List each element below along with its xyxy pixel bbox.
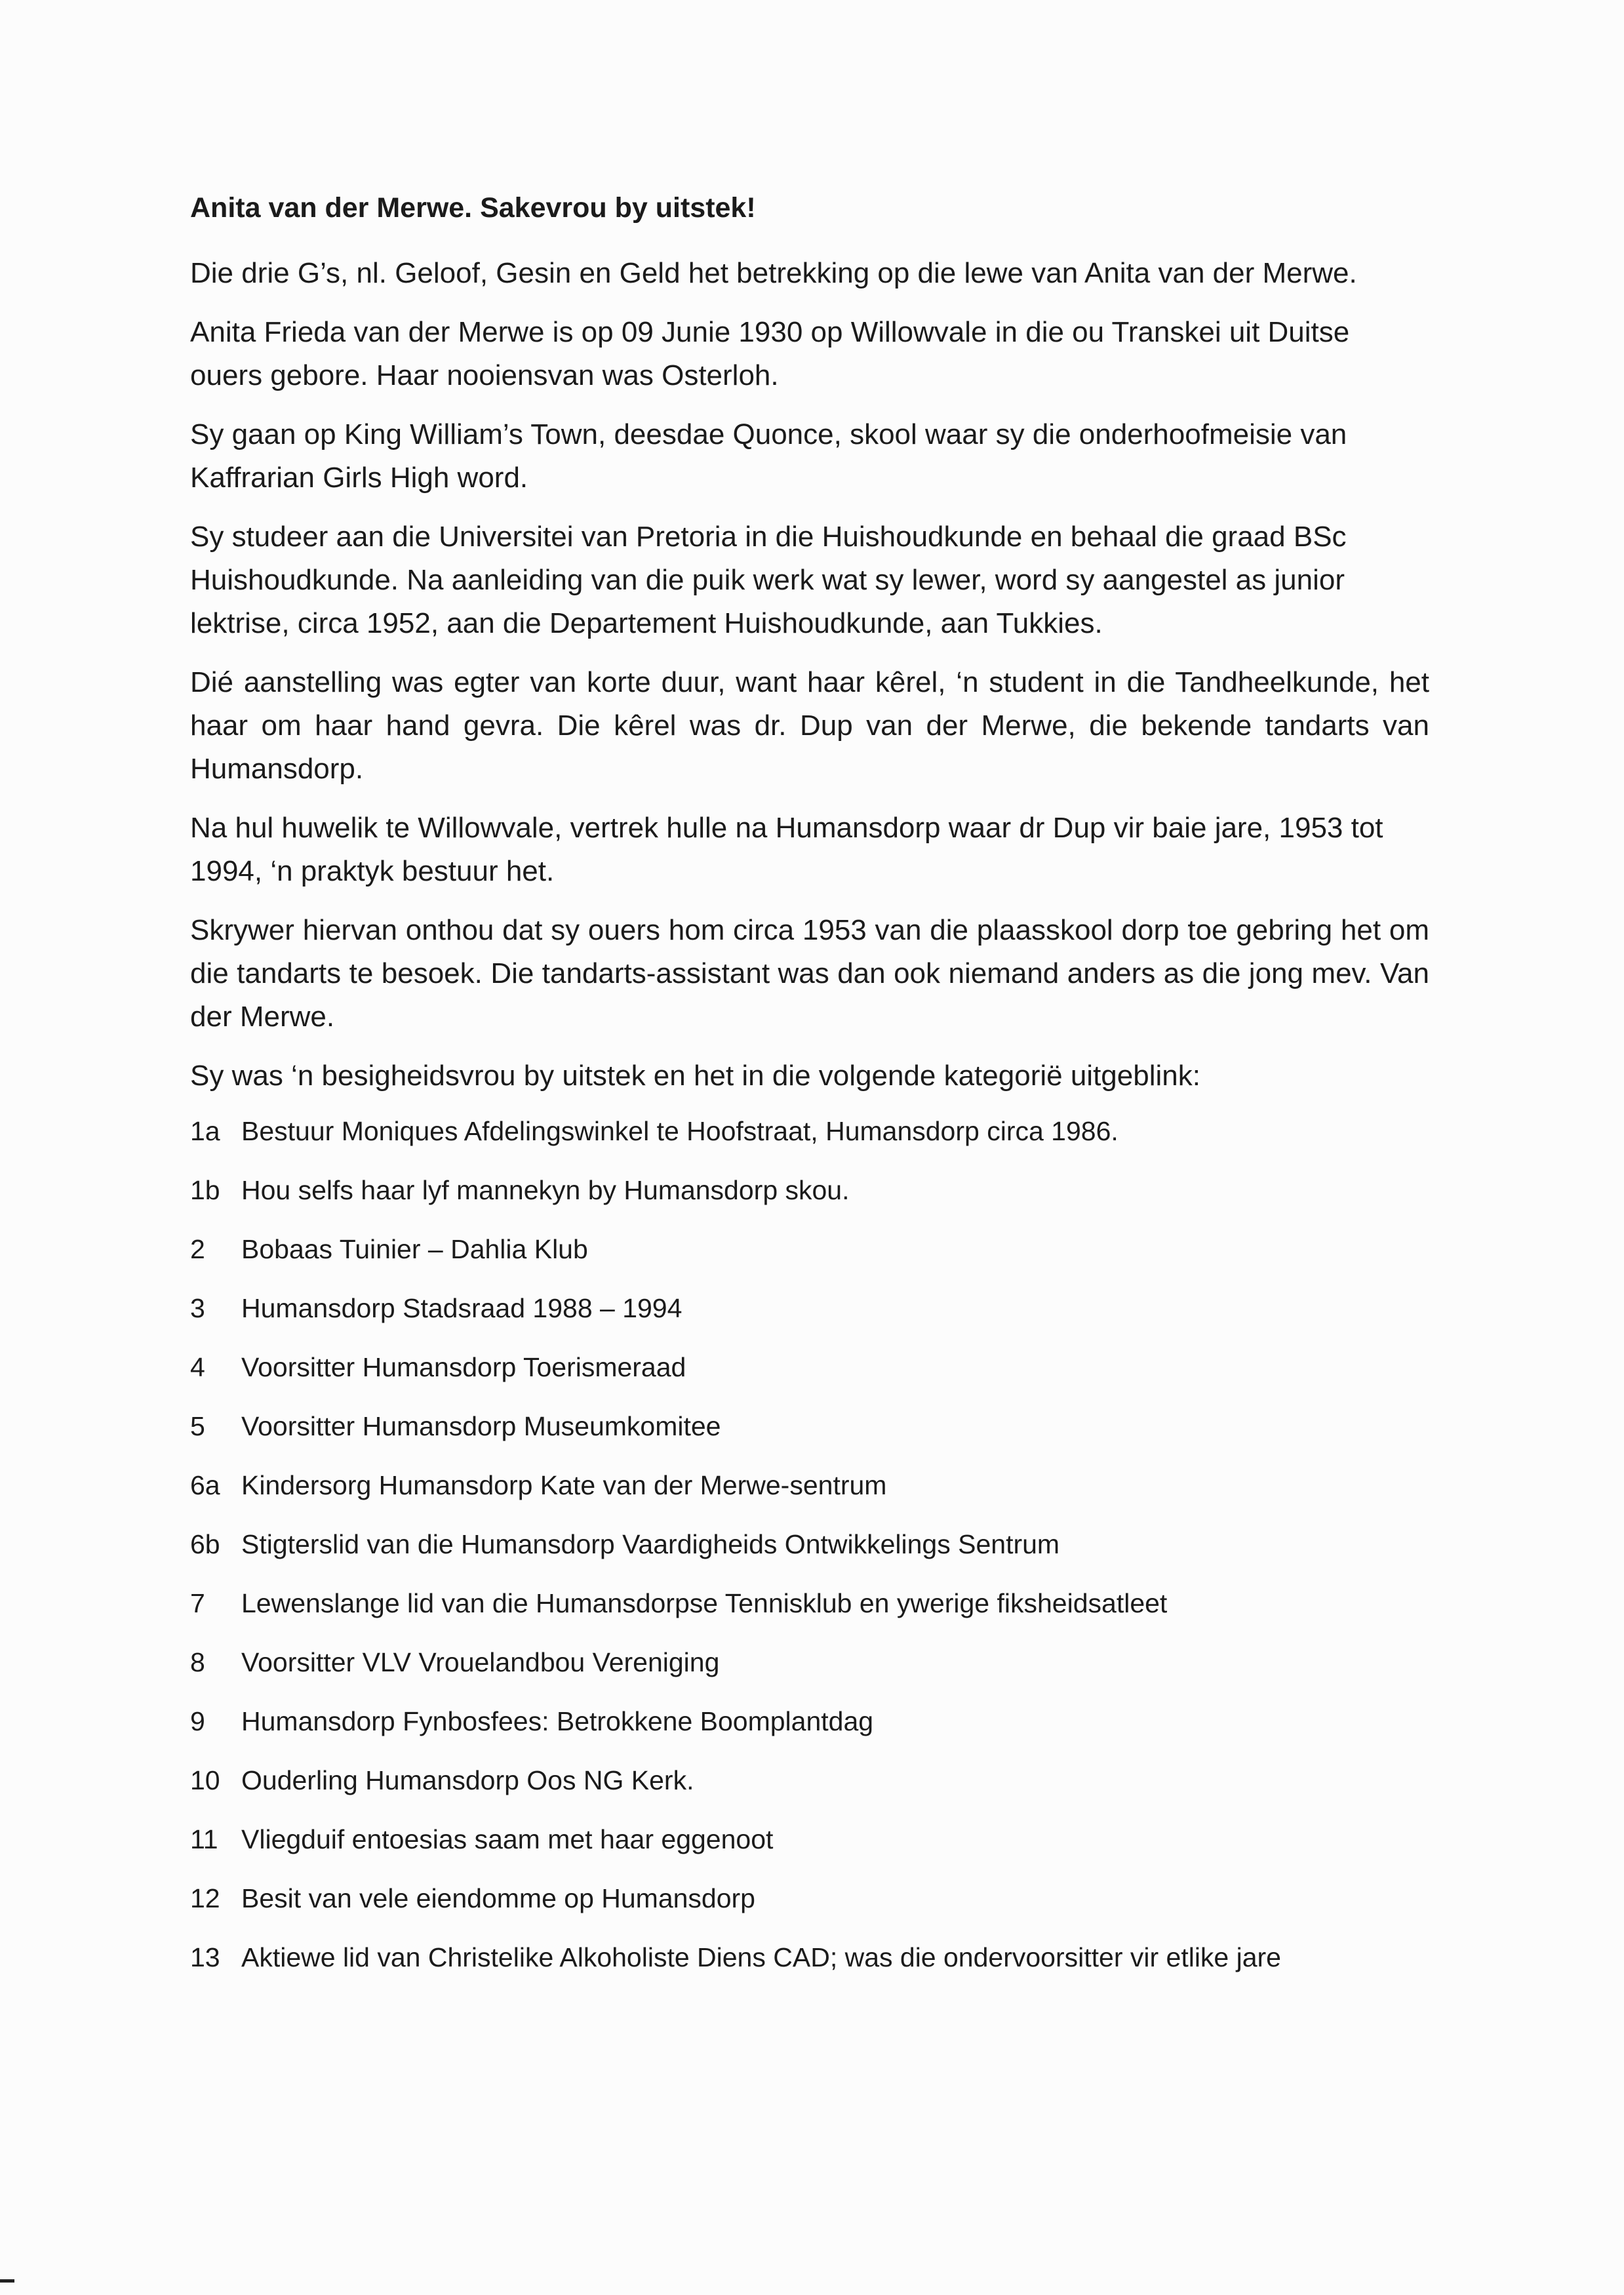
list-item-text: Lewenslange lid van die Humansdorpse Tennisklub en ywerige fiksheidsatleet: [241, 1587, 1168, 1618]
list-item-text: Humansdorp Fynbosfees: Betrokkene Boomplantdag: [241, 1706, 874, 1736]
list-item-text: Voorsitter VLV Vrouelandbou Vereniging: [241, 1646, 720, 1677]
list-item-text: Kindersorg Humansdorp Kate van der Merwe-sentrum: [241, 1469, 887, 1500]
list-item: [190, 1410, 1429, 1469]
body-paragraph: Sy studeer aan die Universitei van Pretoria in die Huishoudkunde en behaal die graad BSc Huishoudkunde. Na aanleiding van die puik werk wat sy lewer, word sy aangestel as junior lektrise, circa 1952, aan die Departement Huishoudkunde, aan Tukkies.: [190, 520, 1347, 639]
list-item-number: 3: [190, 1292, 205, 1323]
list-item: [190, 1292, 1429, 1351]
list-item: [190, 1705, 1429, 1764]
list-item-number: 2: [190, 1233, 205, 1264]
document-page: [190, 190, 1429, 2000]
body-paragraphs: [190, 252, 1429, 1098]
list-item-text: Vliegduif entoesias saam met haar eggenoot: [241, 1824, 774, 1854]
list-item-number: 8: [190, 1646, 205, 1677]
list-item-text: Bobaas Tuinier – Dahlia Klub: [241, 1233, 588, 1264]
list-item: [190, 1351, 1429, 1410]
list-item: [190, 1115, 1429, 1174]
list-item-text: Besit van vele eiendomme op Humansdorp: [241, 1883, 755, 1913]
list-item-number: 12: [190, 1883, 220, 1913]
body-paragraph: Sy gaan op King William’s Town, deesdae Quonce, skool waar sy die onderhoofmeisie van Kaffrarian Girls High word.: [190, 418, 1347, 494]
list-item: [190, 1823, 1429, 1882]
list-item-number: 5: [190, 1410, 205, 1441]
list-item-text: Stigterslid van die Humansdorp Vaardigheids Ontwikkelings Sentrum: [241, 1528, 1060, 1559]
list-item-number: 10: [190, 1765, 220, 1795]
list-item-number: 6b: [190, 1528, 220, 1559]
achievements-list: [190, 1115, 1429, 2000]
scan-edge-mark: [0, 2279, 14, 2283]
list-item: [190, 1469, 1429, 1528]
document-title: Anita van der Merwe. Sakevrou by uitstek!: [190, 192, 756, 224]
list-item-text: Humansdorp Stadsraad 1988 – 1994: [241, 1292, 683, 1323]
list-item-number: 6a: [190, 1469, 220, 1500]
list-item-text: Voorsitter Humansdorp Toerismeraad: [241, 1351, 686, 1382]
body-paragraph: Na hul huwelik te Willowvale, vertrek hulle na Humansdorp waar dr Dup vir baie jare, 1953 tot 1994, ‘n praktyk bestuur het.: [190, 811, 1383, 887]
list-item-number: 4: [190, 1351, 205, 1382]
list-item-text: Bestuur Moniques Afdelingswinkel te Hoofstraat, Humansdorp circa 1986.: [241, 1115, 1119, 1146]
list-item: [190, 1528, 1429, 1587]
list-item: [190, 1233, 1429, 1292]
list-item-number: 9: [190, 1706, 205, 1736]
list-item: [190, 1764, 1429, 1823]
list-item-text: Ouderling Humansdorp Oos NG Kerk.: [241, 1765, 694, 1795]
body-paragraph: Die drie G’s, nl. Geloof, Gesin en Geld het betrekking op die lewe van Anita van der Merwe.: [190, 256, 1357, 289]
list-item: [190, 1882, 1429, 1941]
list-item-text: Aktiewe lid van Christelike Alkoholiste Diens CAD; was die ondervoorsitter vir etlike jare: [241, 1942, 1281, 1972]
list-item-number: 11: [190, 1824, 218, 1854]
list-item-number: 1b: [190, 1174, 220, 1205]
list-item-number: 7: [190, 1587, 205, 1618]
list-item-text: Hou selfs haar lyf mannekyn by Humansdorp skou.: [241, 1174, 850, 1205]
list-item-number: 1a: [190, 1115, 220, 1146]
body-paragraph: Skrywer hiervan onthou dat sy ouers hom circa 1953 van die plaasskool dorp toe gebring het om die tandarts te besoek. Die tandarts-assistant was dan ook niemand anders as die jong mev. Van der Merwe.: [190, 913, 1429, 1033]
body-paragraph: Anita Frieda van der Merwe is op 09 Junie 1930 op Willowvale in die ou Transkei uit Duitse ouers gebore. Haar nooiensvan was Osterloh.: [190, 315, 1350, 391]
list-item: [190, 1646, 1429, 1705]
list-item: [190, 1587, 1429, 1646]
list-item-text: Voorsitter Humansdorp Museumkomitee: [241, 1410, 721, 1441]
body-paragraph: Dié aanstelling was egter van korte duur, want haar kêrel, ‘n student in die Tandheelkunde, het haar om haar hand gevra. Die kêrel was dr. Dup van der Merwe, die bekende tandarts van Humansdorp.: [190, 666, 1429, 785]
list-item: [190, 1174, 1429, 1233]
list-item-number: 13: [190, 1942, 220, 1972]
list-item: [190, 1941, 1429, 2000]
body-paragraph: Sy was ‘n besigheidsvrou by uitstek en het in die volgende kategorië uitgeblink:: [190, 1059, 1200, 1092]
